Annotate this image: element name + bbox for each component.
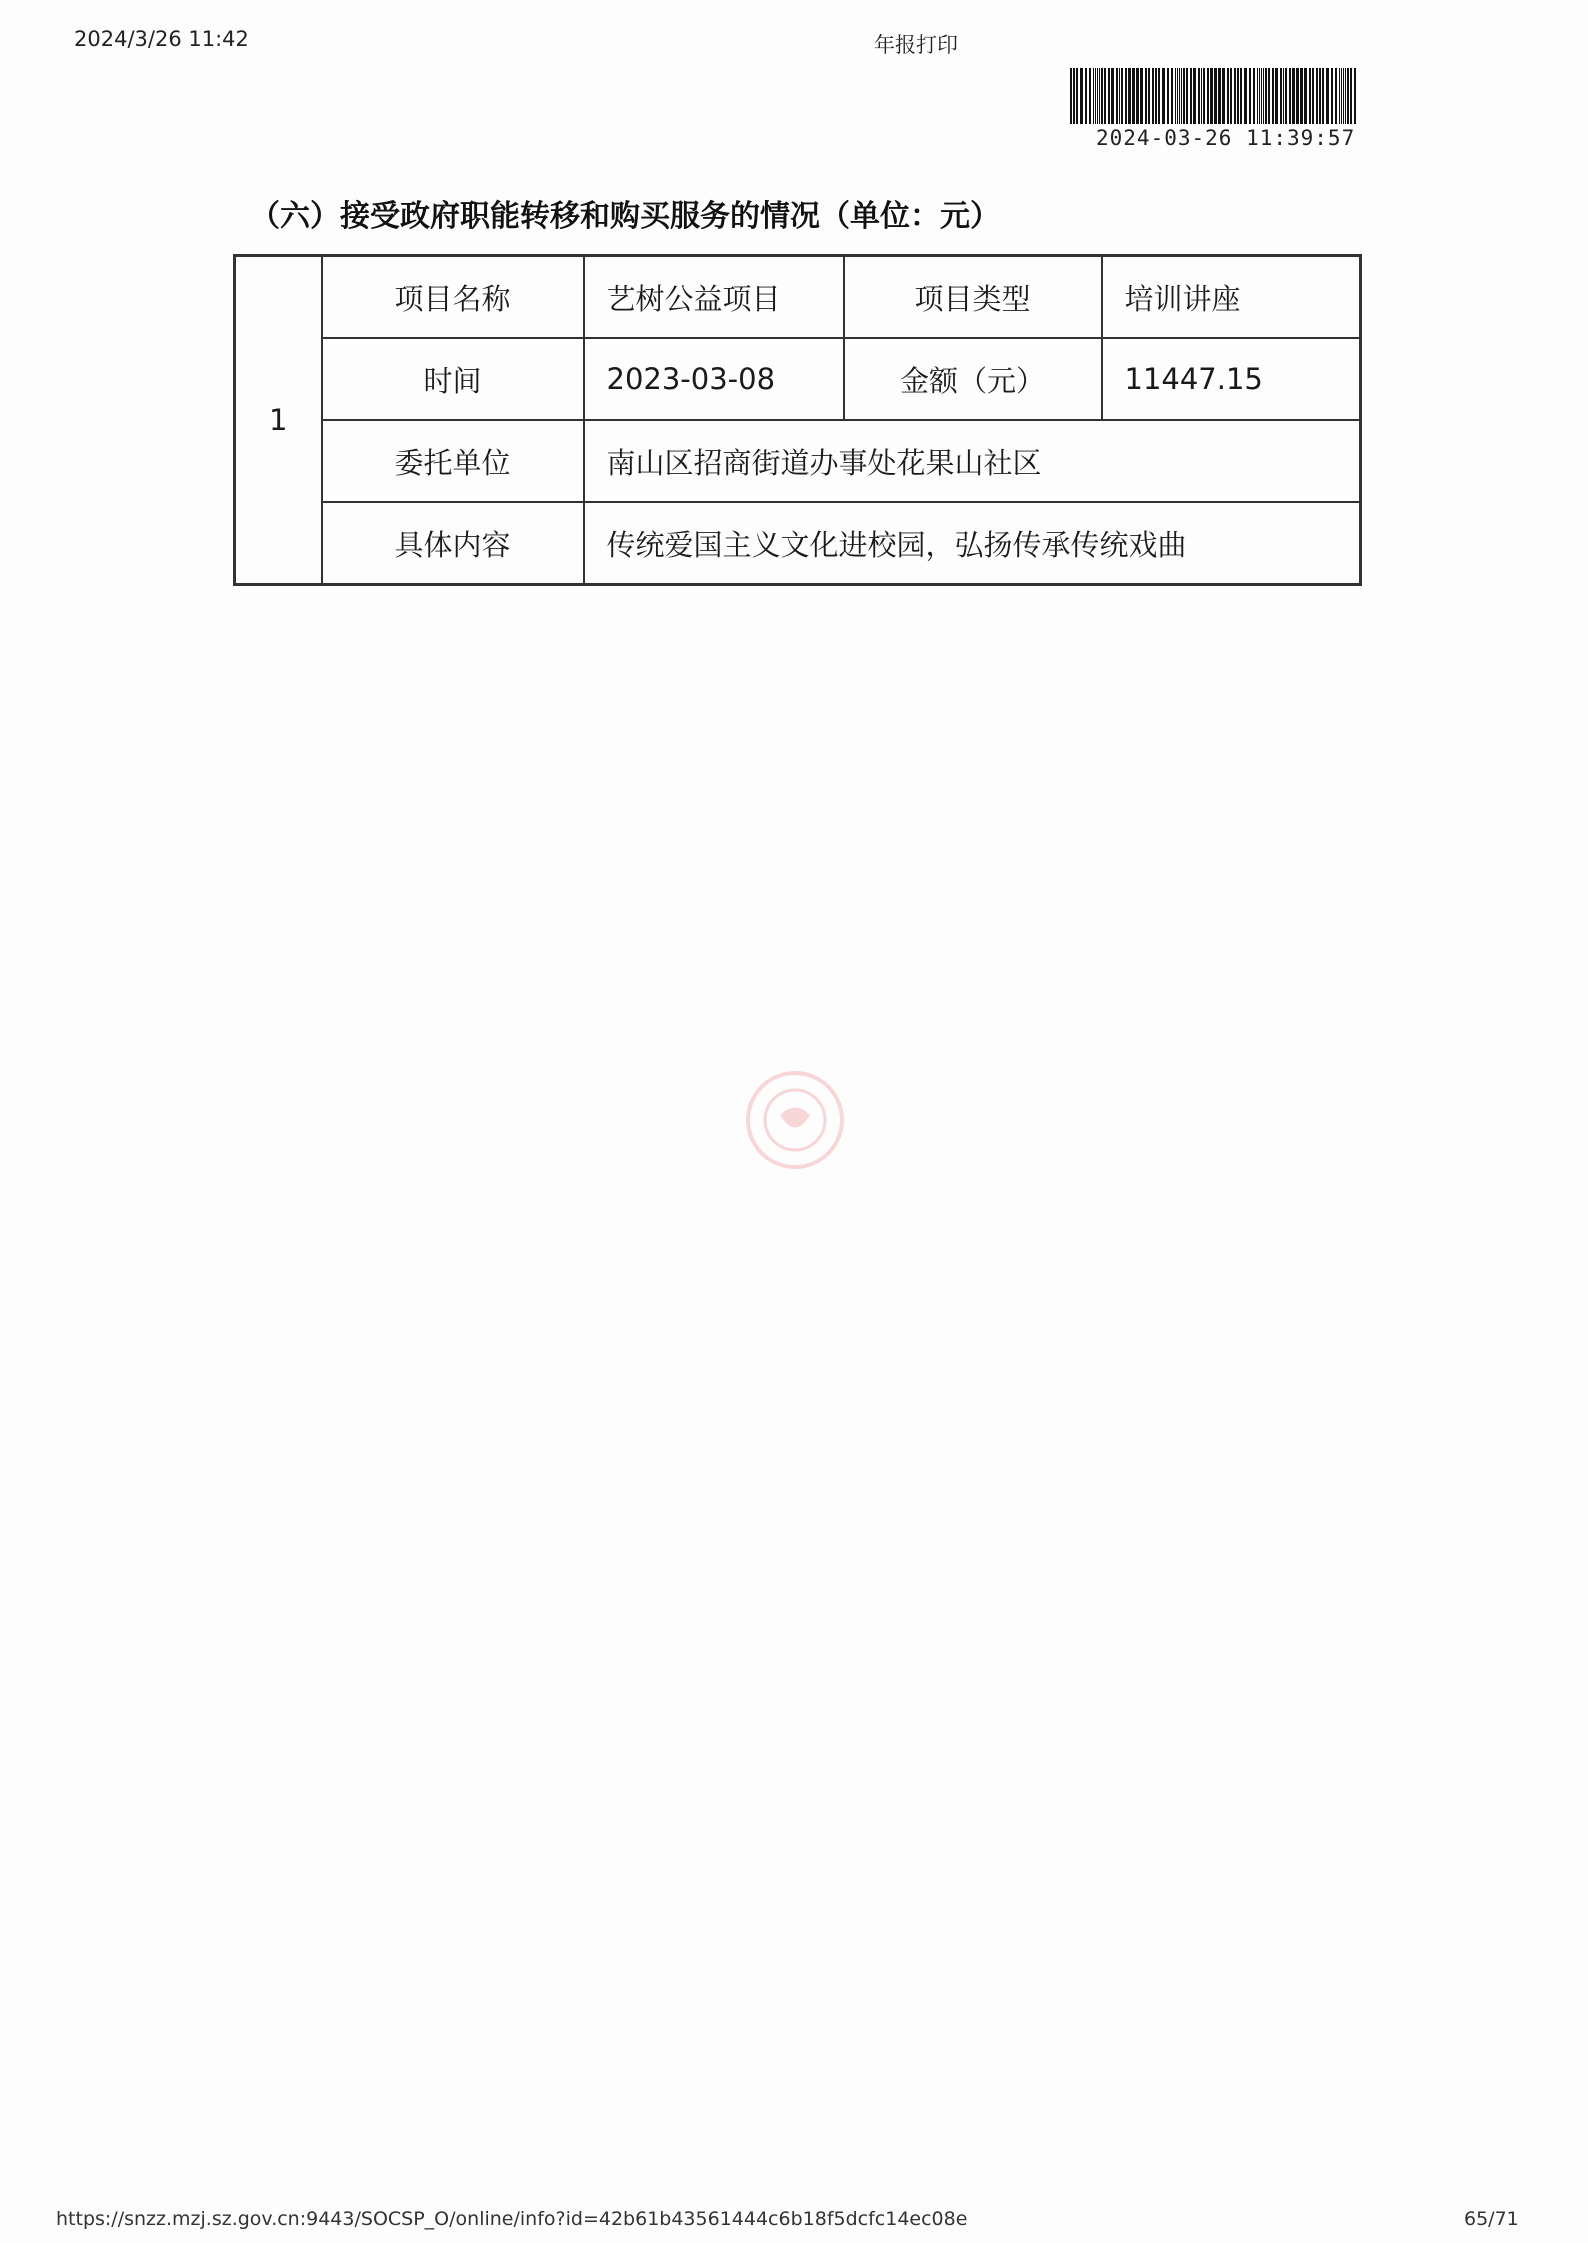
print-datetime: 2024/3/26 11:42 [74,27,249,51]
page-number: 65/71 [1464,2208,1519,2230]
section-title: （六）接受政府职能转移和购买服务的情况（单位：元） [250,199,1000,234]
record-index: 1 [235,256,322,585]
content-value: 传统爱国主义文化进校园，弘扬传承传统戏曲 [584,502,1361,585]
service-table [233,254,1362,586]
client-value: 南山区招商街道办事处花果山社区 [584,420,1361,502]
project-type-label: 项目类型 [844,256,1102,339]
project-name-value: 艺树公益项目 [584,256,844,339]
footer-url[interactable]: https://snzz.mzj.sz.gov.cn:9443/SOCSP_O/online/info?id=42b61b43561444c6b18f5dcfc14ec08e [56,2208,968,2230]
project-name-label: 项目名称 [322,256,584,339]
time-label: 时间 [322,338,584,420]
faded-seal-icon [745,1070,845,1170]
amount-value: 11447.15 [1102,338,1361,420]
print-title: 年报打印 [874,33,958,57]
project-type-value: 培训讲座 [1102,256,1361,339]
barcode [1068,68,1358,124]
content-label: 具体内容 [322,502,584,585]
table-row [235,420,1361,502]
table-row [235,338,1361,420]
barcode-timestamp: 2024-03-26 11:39:57 [1096,126,1356,150]
table-row [235,502,1361,585]
table-row [235,256,1361,339]
client-label: 委托单位 [322,420,584,502]
time-value: 2023-03-08 [584,338,844,420]
amount-label: 金额（元） [844,338,1102,420]
